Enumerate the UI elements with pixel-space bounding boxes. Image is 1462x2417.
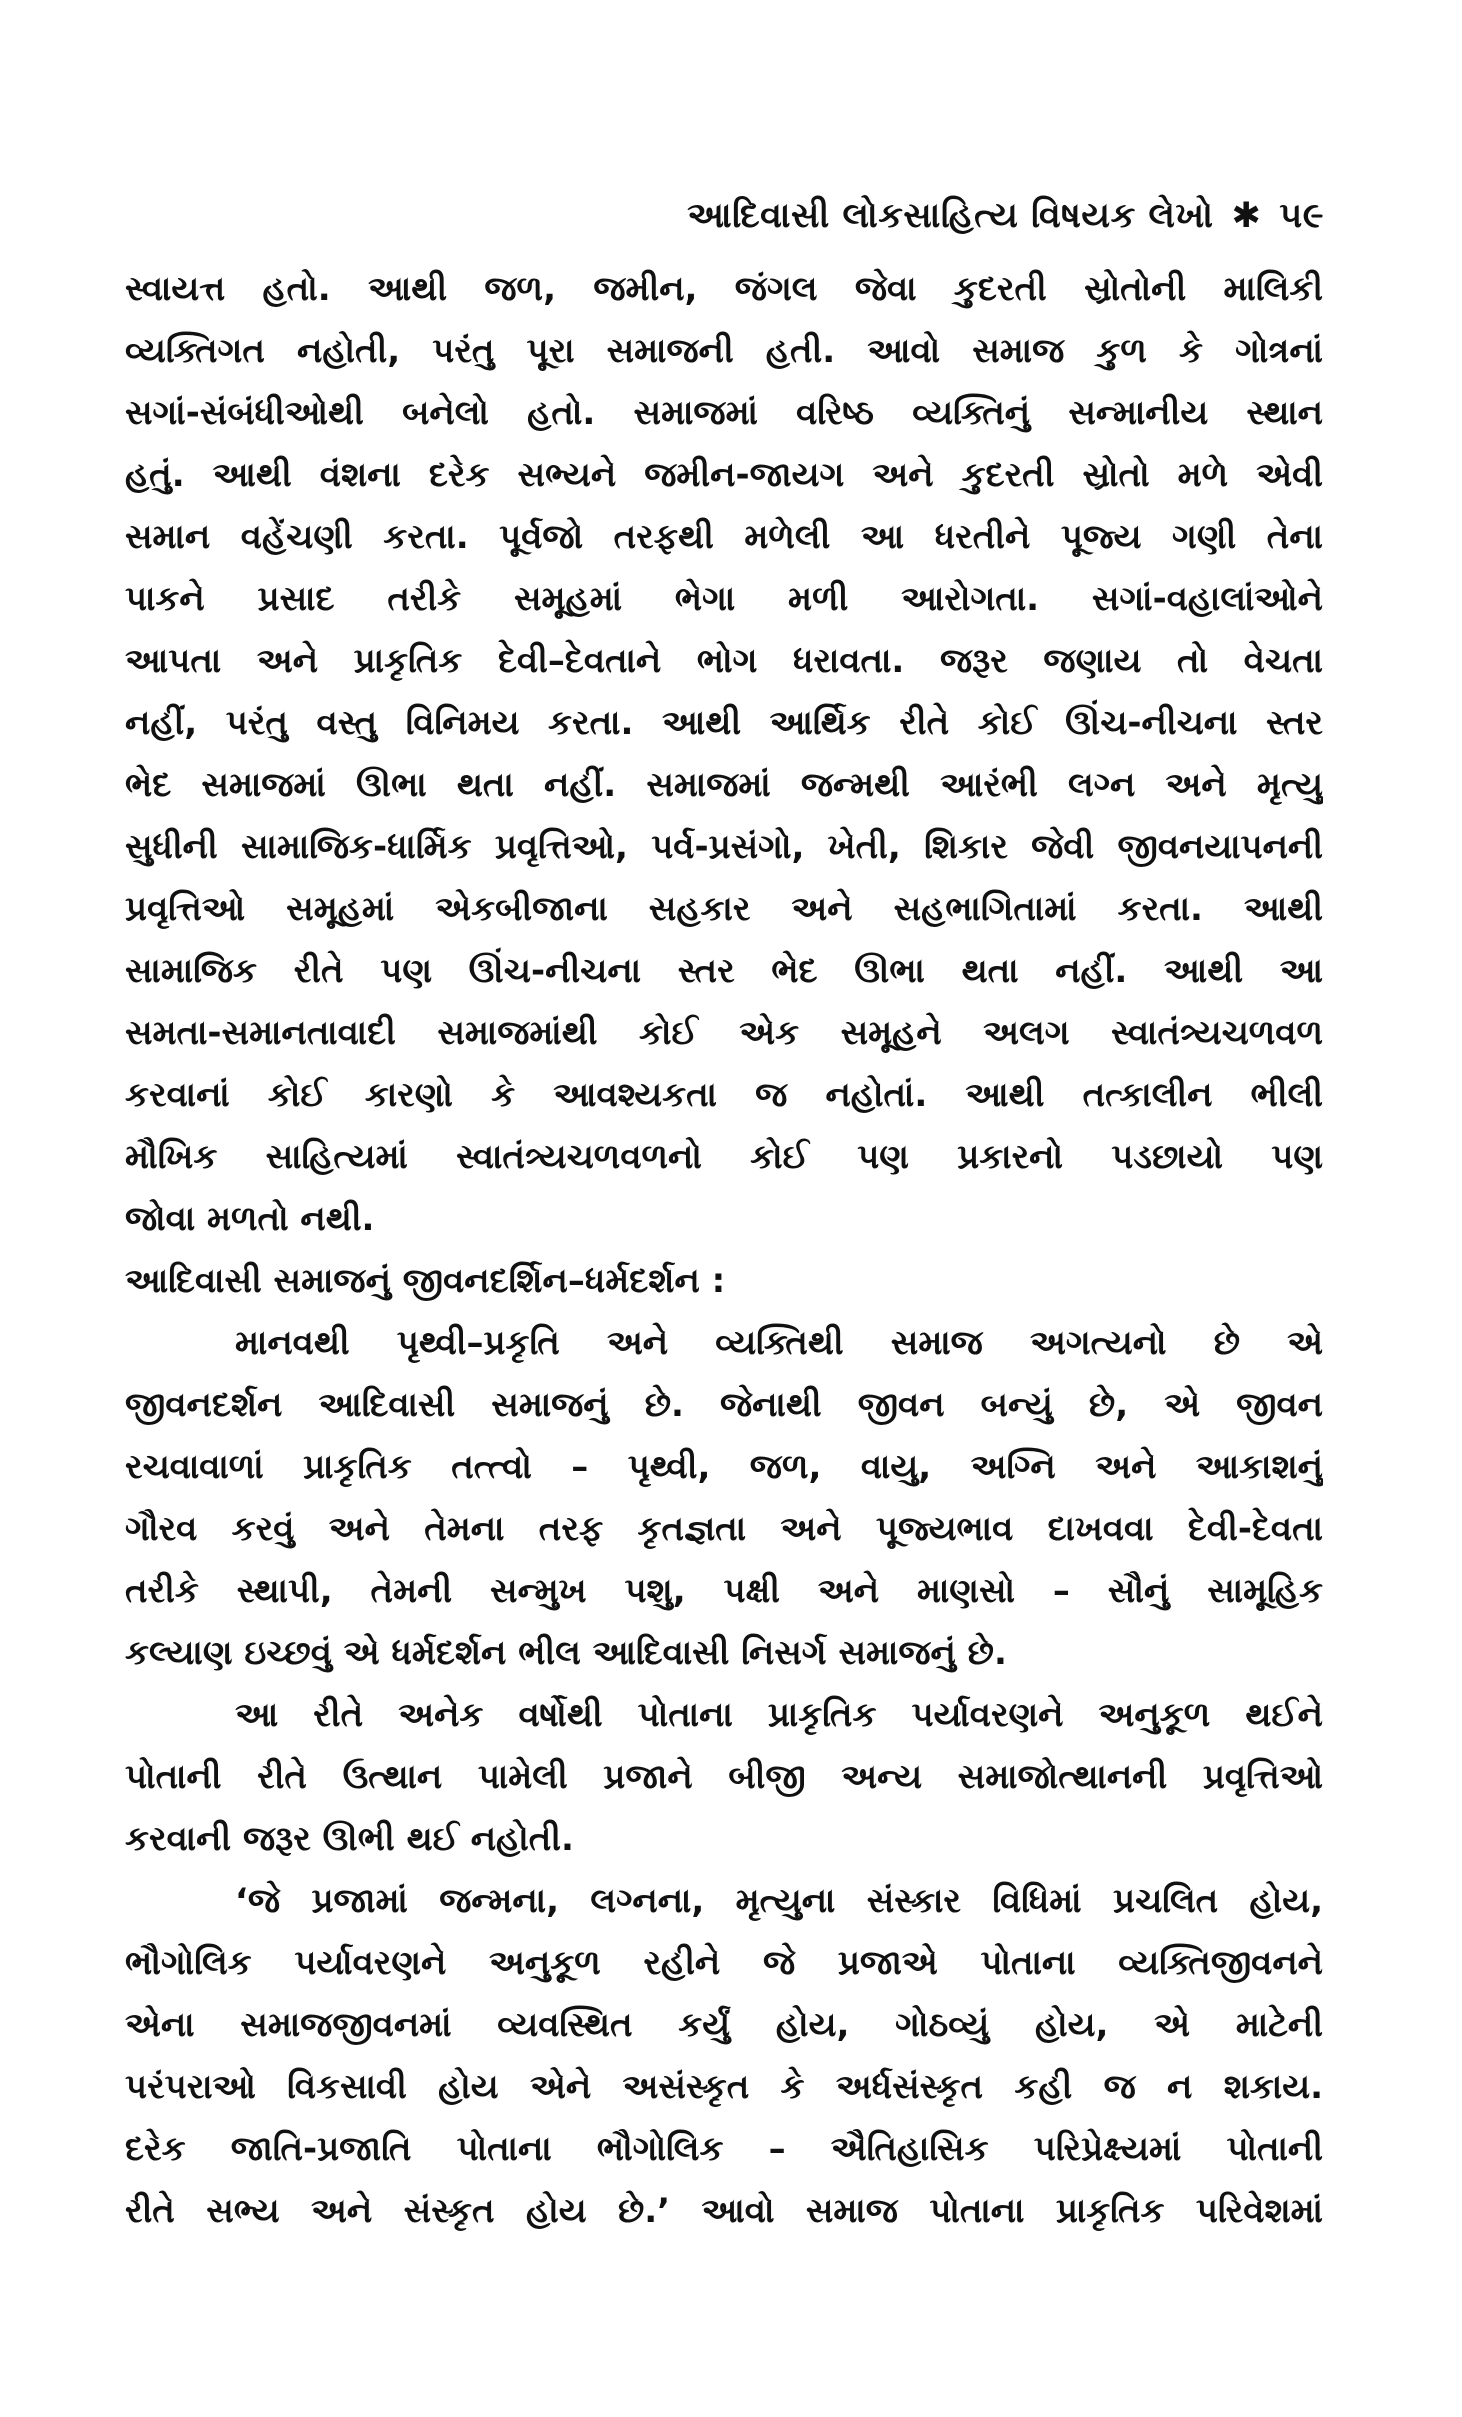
text-line: વ્યક્તિગત નહોતી, પરંતુ પૂરા સમાજની હતી. આવો સમાજ કુળ કે ગોત્રનાં: [125, 331, 1323, 371]
text-line: કરવાનાં કોઈ કારણો કે આવશ્યકતા જ નહોતાં. આથી તત્કાલીન ભીલી: [125, 1075, 1323, 1115]
text-line: ‘જે પ્રજામાં જન્મના, લગ્નના, મૃત્યુના સંસ્કાર વિધિમાં પ્રચલિત હોય,: [235, 1881, 1323, 1921]
text-line: સગાં-સંબંધીઓથી બનેલો હતો. સમાજમાં વરિષ્ઠ વ્યક્તિનું સન્માનીય સ્થાન: [125, 393, 1323, 433]
asterisk-separator-icon: ✱: [1231, 196, 1262, 236]
text-line: કલ્યાણ ઇચ્છવું એ ધર્મદર્શન ભીલ આદિવાસી નિસર્ગ સમાજનું છે.: [125, 1633, 1007, 1673]
body-text: [125, 258, 1323, 2242]
text-line: રચવાવાળાં પ્રાકૃતિક તત્ત્વો – પૃથ્વી, જળ, વાયુ, અગ્નિ અને આકાશનું: [125, 1447, 1323, 1487]
text-line: પોતાની રીતે ઉત્થાન પામેલી પ્રજાને બીજી અન્ય સમાજોત્થાનની પ્રવૃત્તિઓ: [125, 1757, 1323, 1797]
text-line: ભેદ સમાજમાં ઊભા થતા નહીં. સમાજમાં જન્મથી આરંભી લગ્ન અને મૃત્યુ: [125, 765, 1323, 805]
text-line: રીતે સભ્ય અને સંસ્કૃત હોય છે.’ આવો સમાજ પોતાના પ્રાકૃતિક પરિવેશમાં: [125, 2191, 1323, 2231]
section-heading: આદિવાસી સમાજનું જીવનદર્શિન–ધર્મદર્શન :: [125, 1261, 726, 1301]
text-line: પ્રવૃત્તિઓ સમૂહમાં એકબીજાના સહકાર અને સહભાગિતામાં કરતા. આથી: [125, 889, 1323, 929]
text-line: તરીકે સ્થાપી, તેમની સન્મુખ પશુ, પક્ષી અને માણસો – સૌનું સામૂહિક: [125, 1571, 1323, 1611]
text-line: સમાન વહેંચણી કરતા. પૂર્વજો તરફથી મળેલી આ ધરતીને પૂજ્ય ગણી તેના: [125, 517, 1323, 557]
text-line: દરેક જાતિ-પ્રજાતિ પોતાના ભૌગોલિક – ઐતિહાસિક પરિપ્રેક્ષ્યમાં પોતાની: [125, 2129, 1323, 2169]
text-line: ગૌરવ કરવું અને તેમના તરફ કૃતજ્ઞતા અને પૂજ્યભાવ દાખવવા દેવી-દેવતા: [125, 1509, 1323, 1549]
text-line: મૌખિક સાહિત્યમાં સ્વાતંત્ર્યચળવળનો કોઈ પણ પ્રકારનો પડછાયો પણ: [125, 1137, 1323, 1177]
text-line: જીવનદર્શન આદિવાસી સમાજનું છે. જેનાથી જીવન બન્યું છે, એ જીવન: [125, 1385, 1323, 1425]
running-header: [687, 196, 1324, 236]
text-line: પાકને પ્રસાદ તરીકે સમૂહમાં ભેગા મળી આરોગતા. સગાં-વહાલાંઓને: [125, 579, 1323, 619]
page-number: ૫૯: [1279, 196, 1324, 236]
text-line: ભૌગોલિક પર્યાવરણને અનુકૂળ રહીને જે પ્રજાએ પોતાના વ્યક્તિજીવનને: [125, 1943, 1323, 1983]
text-line: જોવા મળતો નથી.: [125, 1199, 375, 1239]
text-line: એના સમાજજીવનમાં વ્યવસ્થિત કર્યું હોય, ગોઠવ્યું હોય, એ માટેની: [125, 2005, 1323, 2045]
text-line: સુધીની સામાજિક-ધાર્મિક પ્રવૃત્તિઓ, પર્વ-પ્રસંગો, ખેતી, શિકાર જેવી જીવનયાપનની: [125, 827, 1323, 867]
text-line: કરવાની જરૂર ઊભી થઈ નહોતી.: [125, 1819, 574, 1859]
text-line: હતું. આથી વંશના દરેક સભ્યને જમીન-જાયગ અને કુદરતી સ્રોતો મળે એવી: [125, 455, 1323, 495]
text-line: આ રીતે અનેક વર્ષોથી પોતાના પ્રાકૃતિક પર્યાવરણને અનુકૂળ થઈને: [235, 1695, 1323, 1735]
text-line: સમતા-સમાનતાવાદી સમાજમાંથી કોઈ એક સમૂહને અલગ સ્વાતંત્ર્યચળવળ: [125, 1013, 1323, 1053]
text-line: નહીં, પરંતુ વસ્તુ વિનિમય કરતા. આથી આર્થિક રીતે કોઈ ઊંચ-નીચના સ્તર: [125, 703, 1323, 743]
text-line: આપતા અને પ્રાકૃતિક દેવી–દેવતાને ભોગ ધરાવતા. જરૂર જણાય તો વેચતા: [125, 641, 1323, 681]
text-line: સામાજિક રીતે પણ ઊંચ-નીચના સ્તર ભેદ ઊભા થતા નહીં. આથી આ: [125, 951, 1323, 991]
running-title: આદિવાસી લોકસાહિત્ય વિષયક લેખો: [687, 196, 1214, 236]
text-line: પરંપરાઓ વિકસાવી હોય એને અસંસ્કૃત કે અર્ધસંસ્કૃત કહી જ ન શકાય.: [125, 2067, 1323, 2107]
text-line: માનવથી પૃથ્વી–પ્રકૃતિ અને વ્યક્તિથી સમાજ અગત્યનો છે એ: [235, 1323, 1323, 1363]
text-line: સ્વાયત્ત હતો. આથી જળ, જમીન, જંગલ જેવા કુદરતી સ્રોતોની માલિકી: [125, 269, 1323, 309]
